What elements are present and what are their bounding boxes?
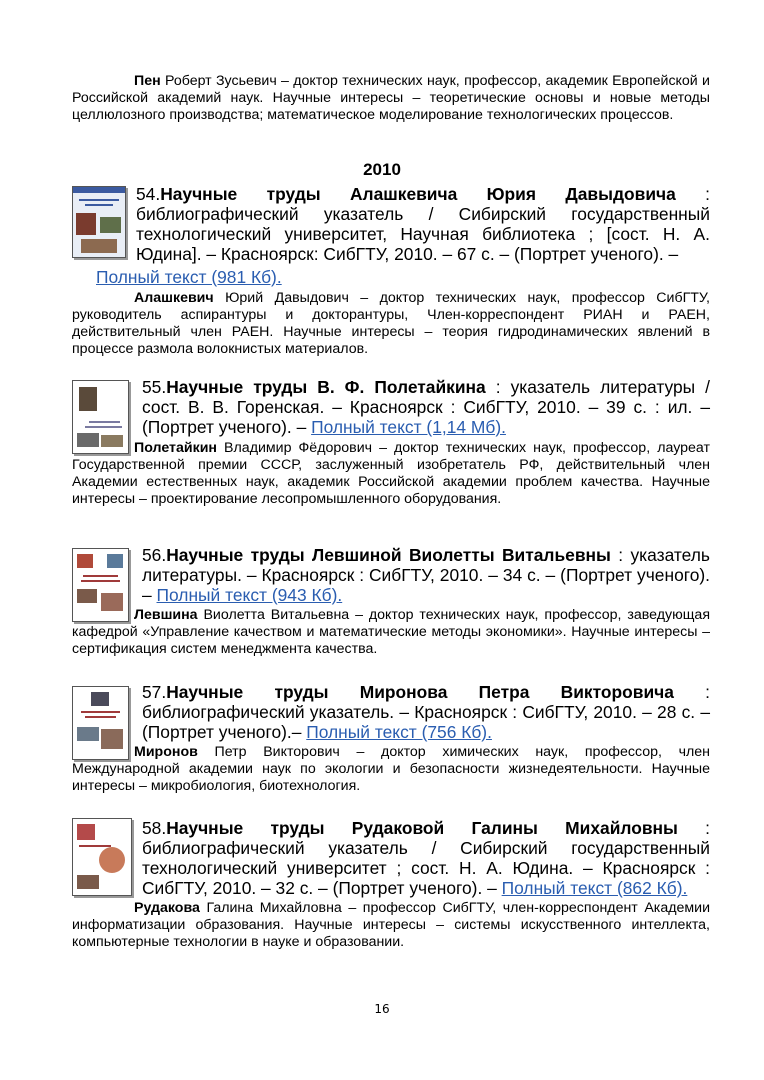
entry-54-description: : библиографический указатель / Сибирский государственный технологический университет, Научная библиотека ; [сост. Н. А. Юдина]. – Красноярск: СибГТУ, 2010. – 67 с. – (Портрет ученого). – [136,184,710,264]
entry-56-bio-text: Виолетта Витальевна – доктор технических наук, профессор, заведующая кафедрой «Управление качеством и математические методы экономики». Научные интересы – сертификация систем менеджмента качества. [72,607,710,657]
intro-name: Пен [134,73,161,89]
entry-57-bio-text: Петр Викторович – доктор химических наук, профессор, член Международной академии наук по экологии и безопасности жизнедеятельности. Научные интересы – микробиология, биотехнология. [72,744,710,794]
entry-55-bio-name: Полетайкин [134,440,217,456]
entry-56-description: : указатель литературы. – Красноярск : СибГТУ, 2010. – 34 с. – (Портрет ученого). – [142,545,710,605]
entry-58-citation [142,818,710,898]
entry-55-fulltext-link[interactable]: Полный текст (1,14 Мб). [311,417,506,437]
entry-58-bio-text: Галина Михайловна – профессор СибГТУ, член-корреспондент Академии информатизации образования. Научные интересы – системы искусственного интеллекта, компьютерные технологии в науке и образовании. [72,900,710,950]
entry-55-citation [142,377,710,437]
book-cover-image [72,186,126,258]
intro-paragraph [72,73,710,124]
entry-58-description: : библиографический указатель / Сибирский государственный технологический университет ; сост. Н. А. Юдина. – Красноярск : СибГТУ, 2010. – 32 с. – (Портрет ученого). – [142,818,710,898]
entry-56-bio-name: Левшина [134,607,198,623]
entry-56-citation [142,545,710,605]
book-cover-image [72,818,132,896]
entry-56-title: Научные труды Левшиной Виолетты Витальевны [166,545,611,565]
entry-57-bio-name: Миронов [134,744,198,760]
entry-54-link-line [96,267,710,287]
entry-58-number: 58. [142,818,167,838]
intro-text: Роберт Зусьевич – доктор технических наук, профессор, академик Европейской и Российской академий наук. Научные интересы – теоретические основы и новые методы целлюлозного производства; математическое моделирование технологических процессов. [72,73,710,123]
entry-55-description: : указатель литературы / сост. В. В. Горенская. – Красноярск : СибГТУ, 2010. – 39 с. : ил. – (Портрет ученого). – [142,377,710,437]
entry-58-title: Научные труды Рудаковой Галины Михайловны [166,818,678,838]
entry-58-fulltext-link[interactable]: Полный текст (862 Кб). [501,878,688,898]
entry-56-number: 56. [142,545,167,565]
entry-58-bio [72,900,710,951]
year-heading: 2010 [363,160,401,179]
entry-54-bio-name: Алашкевич [134,290,214,306]
entry-54-title: Научные труды Алашкевича Юрия Давыдовича [160,184,676,204]
entry-54-bio [72,290,710,358]
entry-58-bio-name: Рудакова [134,900,200,916]
entry-54-citation [136,184,710,264]
entry-55-number: 55. [142,377,167,397]
page-number: 16 [374,1002,390,1016]
entry-57-fulltext-link[interactable]: Полный текст (756 Кб). [306,722,492,742]
entry-57-title: Научные труды Миронова Петра Викторовича [166,682,674,702]
entry-54-number: 54. [136,184,161,204]
entry-55-bio [72,440,710,508]
entry-57-number: 57. [142,682,167,702]
entry-57-citation [142,682,710,742]
entry-54-bio-text: Юрий Давыдович – доктор технических наук, профессор СибГТУ, руководитель аспирантуры и докторантуры, Член-корреспондент РИАН и РАЕН, действительный член РАЕН. Научные интересы – теория гидродинамических явлений в процессе размола волокнистых материалов. [72,290,710,357]
entry-55-title: Научные труды В. Ф. Полетайкина [166,377,486,397]
entry-57-bio [72,744,710,795]
entry-55-bio-text: Владимир Фёдорович – доктор технических наук, профессор, лауреат Государственной премии СССР, заслуженный изобретатель РФ, действительный член Академии естественных наук, академик Российской академии проблем качества. Научные интересы – проектирование лесопромышленного оборудования. [72,440,710,507]
entry-56-fulltext-link[interactable]: Полный текст (943 Кб). [156,585,343,605]
entry-57-description: : библиографический указатель. – Красноярск : СибГТУ, 2010. – 28 с. – (Портрет ученого).– [142,682,710,742]
entry-54-fulltext-link[interactable]: Полный текст (981 Кб). [96,267,282,287]
entry-56-bio [72,607,710,658]
